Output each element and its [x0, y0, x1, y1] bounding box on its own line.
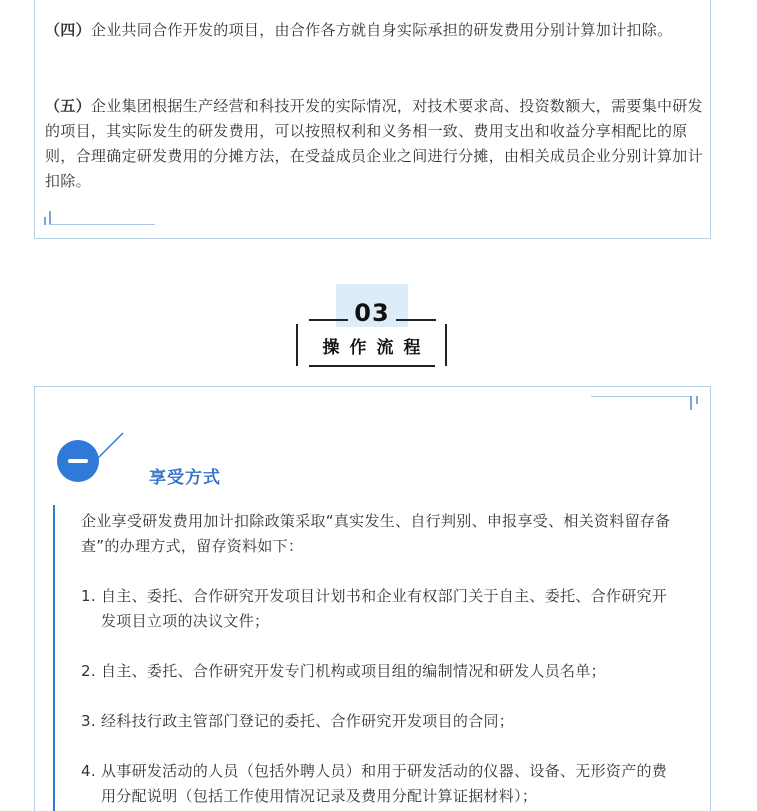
list-item-text: 从事研发活动的人员（包括外聘人员）和用于研发活动的仪器、设备、无形资产的费用分配说明（包括工作使用情况记录及费用分配计算证据材料）； [101, 762, 668, 805]
left-accent-line [53, 505, 55, 811]
paragraph-five-number: （五） [45, 97, 91, 115]
section-title: 操作流程 [322, 338, 431, 358]
paragraph-five [45, 94, 705, 194]
list-item-text: 经科技行政主管部门登记的委托、合作研究开发项目的合同； [101, 712, 515, 730]
list-item-text: 自主、委托、合作研究开发项目计划书和企业有权部门关于自主、委托、合作研究开发项目立项的决议文件； [101, 587, 668, 630]
paragraph-four-number: （四） [45, 21, 91, 39]
list-item-index: 4. [81, 762, 96, 780]
corner-decoration-bottom-left [44, 209, 156, 227]
list-item [81, 709, 681, 734]
paragraph-four-text: 企业共同合作开发的项目，由合作各方就自身实际承担的研发费用分别计算加计扣除。 [90, 21, 673, 39]
subsection-content [81, 509, 681, 811]
list-item-text: 自主、委托、合作研究开发专门机构或项目组的编制情况和研发人员名单； [101, 662, 606, 680]
section-number: 03 [354, 299, 390, 327]
list-item [81, 584, 681, 634]
paragraph-four [45, 18, 705, 43]
top-content-card [34, 0, 711, 239]
subsection-title: 享受方式 [149, 468, 221, 488]
corner-decoration-top-right [591, 395, 703, 413]
bottom-content-card [34, 386, 711, 811]
section-header [296, 284, 448, 368]
slash-decoration-icon [89, 431, 125, 467]
retained-materials-list [81, 584, 681, 809]
list-item-index: 2. [81, 662, 96, 680]
intro-paragraph: 企业享受研发费用加计扣除政策采取“真实发生、自行判别、申报享受、相关资料留存备查”的办理方式，留存资料如下： [81, 512, 671, 555]
list-item-index: 1. [81, 587, 96, 605]
list-item [81, 659, 681, 684]
paragraph-five-text: 企业集团根据生产经营和科技开发的实际情况，对技术要求高、投资数额大，需要集中研发的项目，其实际发生的研发费用，可以按照权利和义务相一致、费用支出和收益分享相配比的原则，合理确定研发费用的分摊方法，在受益成员企业之间进行分摊，由相关成员企业分别计算加计扣除。 [45, 97, 703, 190]
list-item [81, 759, 681, 809]
list-item-index: 3. [81, 712, 96, 730]
